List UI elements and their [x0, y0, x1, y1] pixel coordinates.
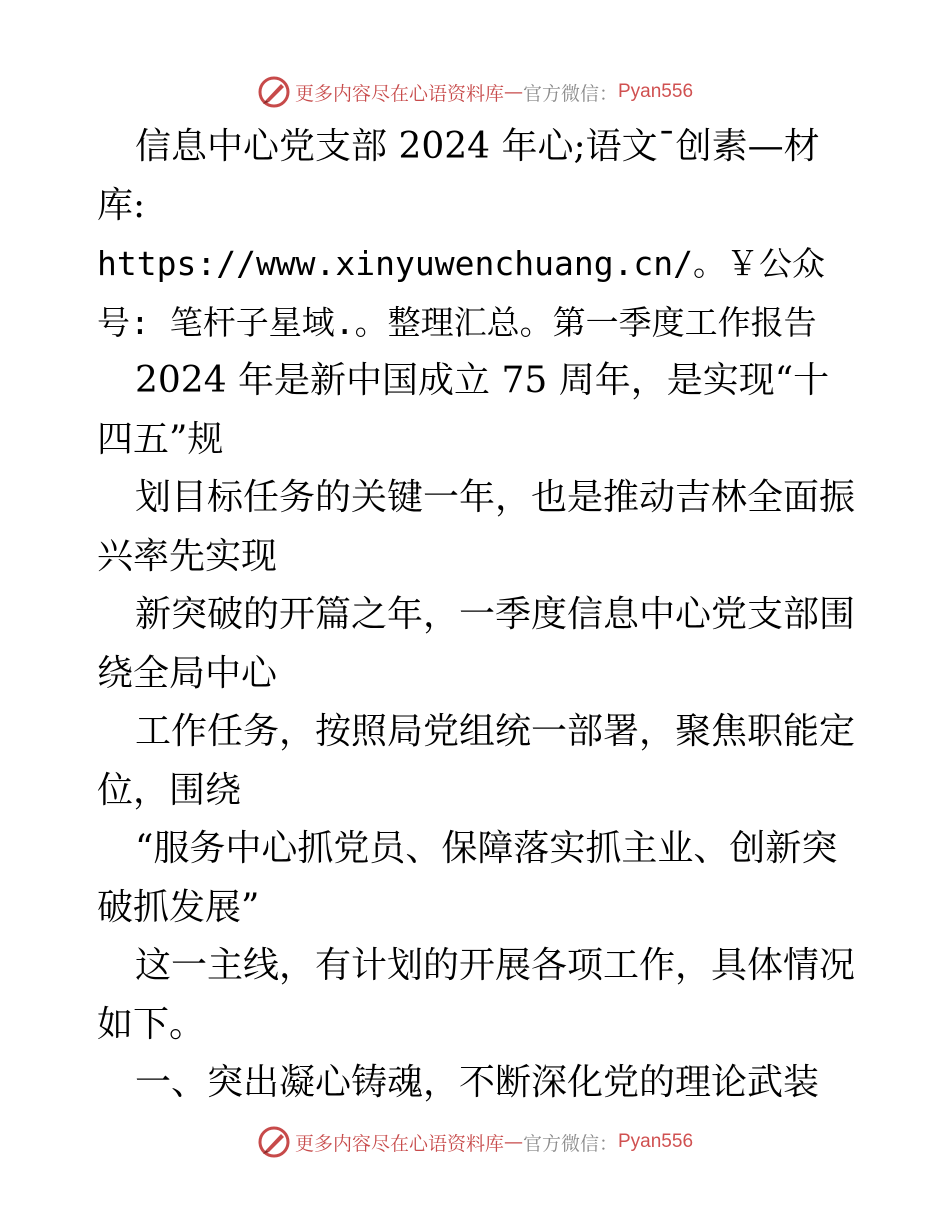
- header-banner: [0, 72, 950, 112]
- banner-slogan: 更多内容尽在心语资料库: [294, 82, 504, 105]
- banner-wechat-label: 官方微信：: [522, 1132, 618, 1155]
- paragraph-intro: 信息中心党支部 2024 年心;语文¯创素—材库:: [97, 126, 820, 226]
- quill-pen-logo-icon: [257, 1125, 291, 1159]
- banner-wechat-id: Pyan556: [618, 81, 694, 102]
- paragraph-6: 这一主线，有计划的开展各项工作，具体情况如下。: [97, 945, 856, 1045]
- quill-pen-logo-icon: [257, 75, 291, 109]
- paragraph-2: 划目标任务的关键一年，也是推动吉林全面振兴率先实现: [97, 477, 856, 577]
- paragraph-1: 2024 年是新中国成立 75 周年，是实现“十四五”规: [97, 360, 830, 460]
- section-heading-1: 一、突出凝心铸魂，不断深化党的理论武装: [135, 1062, 820, 1103]
- footer-banner: [0, 1122, 950, 1162]
- paragraph-4: 工作任务，按照局党组统一部署，聚焦职能定位，围绕: [97, 711, 856, 811]
- paragraph-source-link: https://www.xinyuwenchuang.cn/。￥公众号: 笔杆子星域.。整理汇总。第一季度工作报告: [97, 244, 826, 342]
- banner-slogan: 更多内容尽在心语资料库: [294, 1132, 504, 1155]
- document-body: [97, 118, 857, 1113]
- banner-separator: —: [503, 81, 523, 103]
- banner-wechat-id: Pyan556: [618, 1131, 694, 1152]
- banner-separator: —: [503, 1131, 523, 1153]
- paragraph-5: “服务中心抓党员、保障落实抓主业、创新突破抓发展”: [97, 828, 838, 928]
- paragraph-3: 新突破的开篇之年，一季度信息中心党支部围绕全局中心: [97, 594, 856, 694]
- banner-wechat-label: 官方微信：: [522, 82, 618, 105]
